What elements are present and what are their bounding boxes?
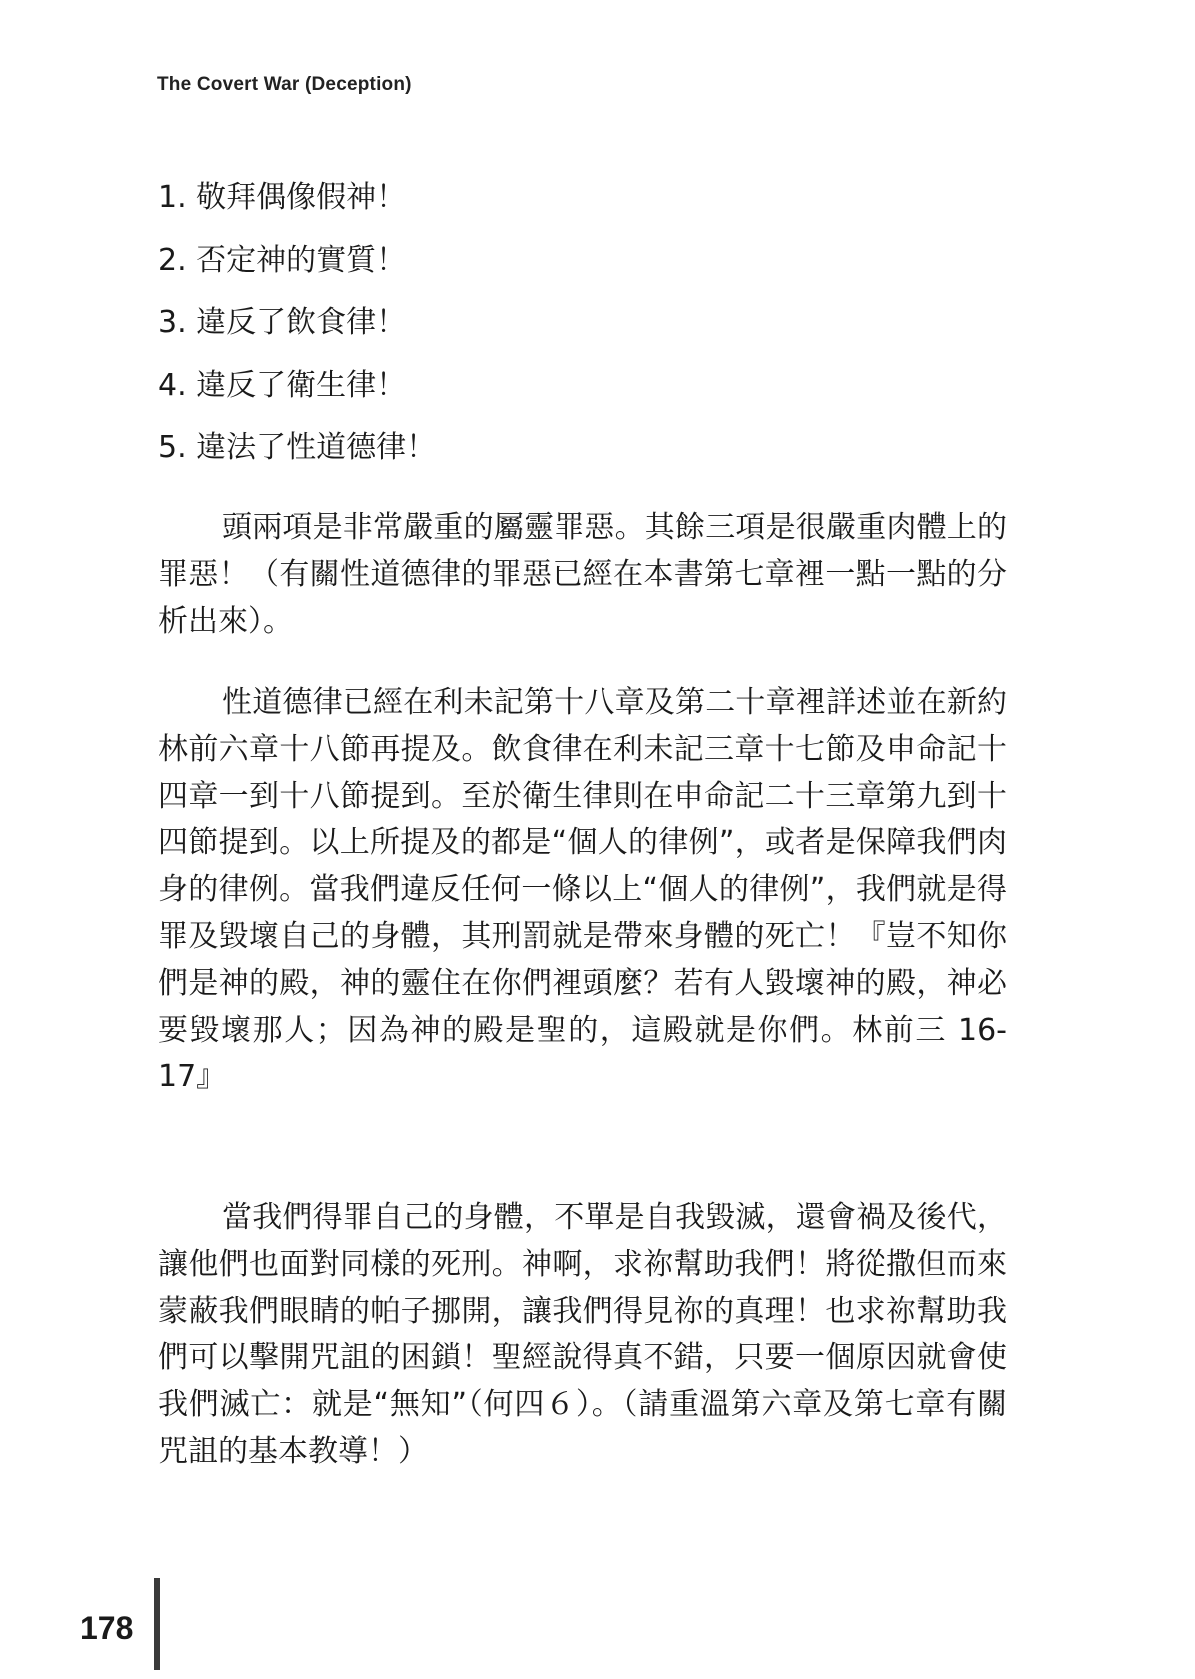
page-number-divider [154,1578,160,1670]
paragraph-prayer: 當我們得罪自己的身體，不單是自我毀滅，還會禍及後代，讓他們也面對同樣的死刑。神啊，求祢幫助我們！將從撒但而來蒙蔽我們眼睛的帕子挪開，讓我們得見祢的真理！也求祢幫助我們可以擊開咒詛的困鎖！聖經說得真不錯，只要一個原因就會使我們滅亡：就是“無知”（何四６）。（請重溫第六章及第七章有關咒詛的基本教導！） [158,1200,1007,1469]
list-item: 4. 違反了衛生律！ [158,367,407,403]
running-header: The Covert War (Deception) [157,74,412,95]
paragraph-block [158,505,1007,645]
sin-list [158,172,436,485]
page-number: 178 [80,1610,134,1646]
paragraph-spiritual-sins: 頭兩項是非常嚴重的屬靈罪惡。其餘三項是很嚴重肉體上的罪惡！（有關性道德律的罪惡已經在本書第七章裡一點一點的分析出來）。 [158,510,1007,639]
list-item: 1. 敬拜偶像假神！ [158,180,407,215]
paragraph-block [158,1195,1007,1476]
paragraph-block [158,680,1007,1101]
list-item: 3. 違反了飲食律！ [158,305,407,340]
list-item: 2. 否定神的實質！ [158,242,407,278]
paragraph-personal-laws: 性道德律已經在利未記第十八章及第二十章裡詳述並在新約林前六章十八節再提及。飲食律在利未記三章十七節及申命記十四章一到十八節提到。至於衛生律則在申命記二十三章第九到十四節提到。以上所提及的都是“個人的律例”，或者是保障我們肉身的律例。當我們違反任何一條以上“個人的律例”，我們就是得罪及毀壞自己的身體，其刑罰就是帶來身體的死亡！『豈不知你們是神的殿，神的靈住在你們裡頭麼？若有人毀壞神的殿，神必要毀壞那人；因為神的殿是聖的，這殿就是你們。林前三 16-17』 [158,685,1007,1095]
list-item: 5. 違法了性道德律！ [158,430,437,465]
